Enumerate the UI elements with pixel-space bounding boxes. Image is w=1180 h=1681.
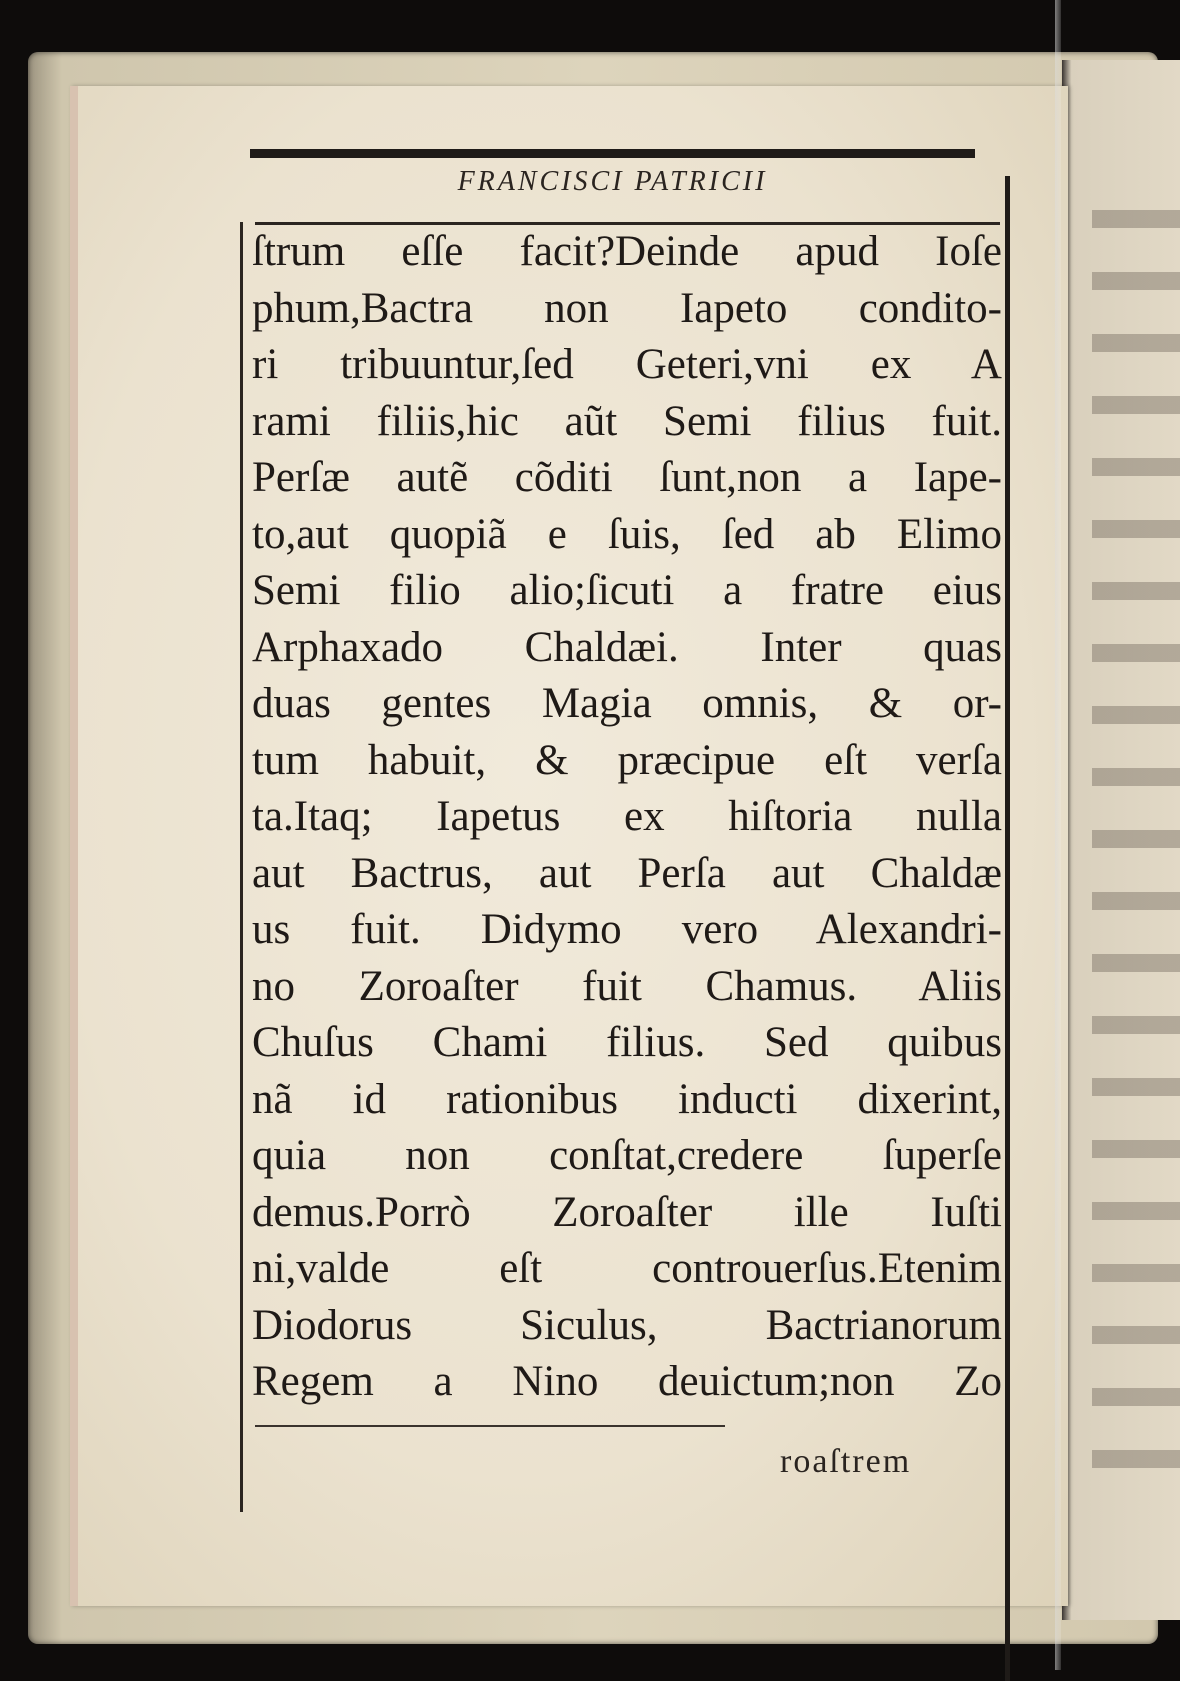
text-line: quia non conſtat,credere ſuperſe [252,1132,1002,1179]
text-line: ri tribuuntur,ſed Geteri,vni ex A [252,341,1002,388]
text-line: Diodorus Siculus, Bactrianorum [252,1301,1002,1349]
header-rule [250,149,975,158]
text-line: nã id rationibus inducti dixerint, [252,1075,1002,1123]
facing-page-text-bleed [1092,180,1180,1480]
text-line: Arphaxado Chaldæi. Inter quas [252,623,1002,671]
text-line: demus.Porrò Zoroaſter ille Iuſti [252,1188,1002,1236]
footer-rule [255,1425,725,1427]
spine-highlight [1055,0,1061,1670]
text-line: us fuit. Didymo vero Alexandri- [252,906,1002,953]
running-head: FRANCISCI PATRICII [457,166,768,197]
text-line: duas gentes Magia omnis, & or- [252,680,1002,727]
text-line: Semi filio alio;ſicuti a fratre eius [252,567,1002,614]
text-line: aut Bactrus, aut Perſa aut Chaldæ [252,849,1002,897]
text-line: rami filiis,hic aũt Semi filius fuit. [252,397,1002,445]
text-frame-left-rule [240,222,243,1512]
text-line: Perſæ autẽ cõditi ſunt,non a Iape- [252,454,1002,501]
catchword: roaſtrem [780,1443,912,1480]
text-line: Chuſus Chami filius. Sed quibus [252,1019,1002,1066]
text-line: no Zoroaſter fuit Chamus. Aliis [252,962,1002,1010]
body-text [252,224,1002,1411]
text-line: tum habuit, & præcipue eſt verſa [252,736,1002,784]
text-line: ta.Itaq; Iapetus ex hiſtoria nulla [252,793,1002,840]
text-line: phum,Bactra non Iapeto condito- [252,284,1002,332]
text-line: ni,valde eſt controuerſus.Etenim [252,1245,1002,1292]
text-line: to,aut quopiã e ſuis, ſed ab Elimo [252,510,1002,558]
text-frame-right-rule [1005,176,1010,1681]
text-line: Regem a Nino deuictum;non Zo [252,1358,1002,1405]
text-line: ſtrum eſſe facit?Deinde apud Ioſe [252,228,1002,275]
